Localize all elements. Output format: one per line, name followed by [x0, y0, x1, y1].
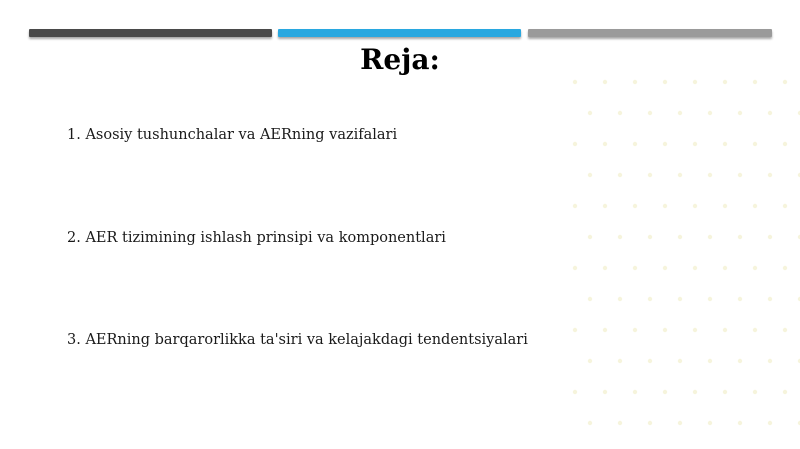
- decorative-dot: [753, 204, 757, 208]
- decorative-dot: [768, 359, 772, 363]
- decorative-dot: [618, 297, 622, 301]
- decorative-dot: [603, 390, 607, 394]
- decorative-dot: [603, 142, 607, 146]
- decorative-dot: [588, 421, 592, 425]
- decorative-dot: [738, 421, 742, 425]
- decorative-dot: [573, 142, 577, 146]
- decorative-dot: [573, 80, 577, 84]
- decorative-dot: [738, 359, 742, 363]
- decorative-dot: [573, 328, 577, 332]
- header-bar-gray: [528, 29, 772, 37]
- slide-title: Reja:: [360, 43, 440, 76]
- agenda-item: 1. Asosiy tushunchalar va AERning vazifalari: [67, 127, 398, 143]
- decorative-dot: [753, 390, 757, 394]
- decorative-dot: [648, 173, 652, 177]
- decorative-dot: [573, 266, 577, 270]
- decorative-dot: [633, 390, 637, 394]
- decorative-dot: [633, 142, 637, 146]
- decorative-dot: [768, 111, 772, 115]
- decorative-dot: [768, 173, 772, 177]
- decorative-dot: [603, 204, 607, 208]
- decorative-dot: [663, 328, 667, 332]
- decorative-dot: [678, 359, 682, 363]
- decorative-dot: [633, 328, 637, 332]
- decorative-dot: [663, 390, 667, 394]
- decorative-dot: [678, 173, 682, 177]
- decorative-dot: [648, 297, 652, 301]
- decorative-dot: [633, 266, 637, 270]
- decorative-dot: [768, 297, 772, 301]
- decorative-dot: [738, 235, 742, 239]
- decorative-dot: [618, 111, 622, 115]
- header-bar-dark: [29, 29, 272, 37]
- decorative-dot: [603, 328, 607, 332]
- decorative-dot: [708, 235, 712, 239]
- decorative-dot: [693, 142, 697, 146]
- decorative-dot: [588, 297, 592, 301]
- decorative-dot: [618, 173, 622, 177]
- decorative-dot: [678, 235, 682, 239]
- decorative-dot: [783, 390, 787, 394]
- decorative-dot: [588, 111, 592, 115]
- decorative-dot: [693, 390, 697, 394]
- decorative-dot: [723, 80, 727, 84]
- decorative-dot: [633, 204, 637, 208]
- header-bar-blue: [278, 29, 521, 37]
- decorative-dot: [693, 80, 697, 84]
- decorative-dot: [648, 235, 652, 239]
- decorative-dot-pattern: [560, 70, 800, 449]
- decorative-dot: [693, 266, 697, 270]
- decorative-dot: [663, 142, 667, 146]
- header-bars: [29, 29, 772, 38]
- decorative-dot: [708, 359, 712, 363]
- decorative-dot: [588, 173, 592, 177]
- decorative-dot: [678, 421, 682, 425]
- decorative-dot: [603, 80, 607, 84]
- decorative-dot: [708, 297, 712, 301]
- decorative-dot: [723, 142, 727, 146]
- decorative-dot: [753, 328, 757, 332]
- decorative-dot: [753, 266, 757, 270]
- decorative-dot: [783, 80, 787, 84]
- decorative-dot: [693, 204, 697, 208]
- decorative-dot: [738, 111, 742, 115]
- decorative-dot: [678, 111, 682, 115]
- decorative-dot: [708, 421, 712, 425]
- decorative-dot: [738, 173, 742, 177]
- decorative-dot: [723, 266, 727, 270]
- decorative-dot: [768, 421, 772, 425]
- decorative-dot: [618, 421, 622, 425]
- decorative-dot: [588, 235, 592, 239]
- decorative-dot: [753, 142, 757, 146]
- decorative-dot: [573, 390, 577, 394]
- decorative-dot: [618, 359, 622, 363]
- decorative-dot: [648, 359, 652, 363]
- decorative-dot: [783, 142, 787, 146]
- decorative-dot: [573, 204, 577, 208]
- decorative-dot: [603, 266, 607, 270]
- decorative-dot: [633, 80, 637, 84]
- decorative-dot: [723, 328, 727, 332]
- decorative-dot: [738, 297, 742, 301]
- agenda-item: 3. AERning barqarorlikka ta'siri va kelajakdagi tendentsiyalari: [67, 332, 528, 348]
- decorative-dot: [663, 80, 667, 84]
- decorative-dot: [693, 328, 697, 332]
- decorative-dot: [618, 235, 622, 239]
- decorative-dot: [783, 328, 787, 332]
- decorative-dot: [588, 359, 592, 363]
- decorative-dot: [678, 297, 682, 301]
- decorative-dot: [768, 235, 772, 239]
- decorative-dot: [648, 111, 652, 115]
- agenda-item: 2. AER tizimining ishlash prinsipi va komponentlari: [67, 230, 446, 246]
- decorative-dot: [708, 111, 712, 115]
- decorative-dot: [648, 421, 652, 425]
- decorative-dot: [753, 80, 757, 84]
- decorative-dot: [723, 390, 727, 394]
- decorative-dot: [783, 204, 787, 208]
- decorative-dot: [663, 266, 667, 270]
- decorative-dot: [708, 173, 712, 177]
- decorative-dot: [783, 266, 787, 270]
- decorative-dot: [723, 204, 727, 208]
- decorative-dot: [663, 204, 667, 208]
